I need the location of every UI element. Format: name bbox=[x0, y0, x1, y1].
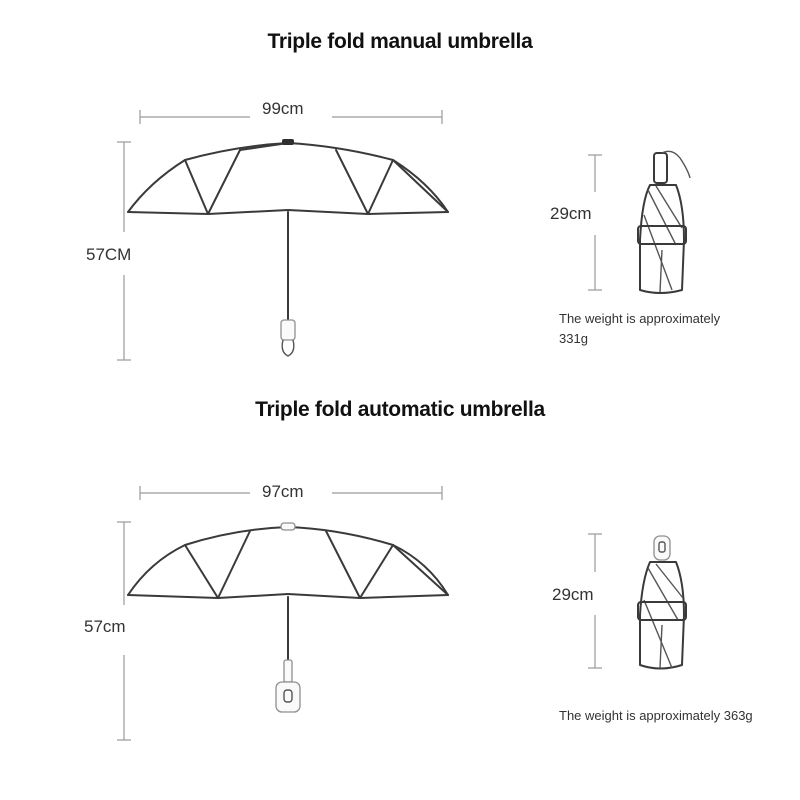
manual-weight-line2: 331g bbox=[559, 331, 588, 346]
manual-weight-line1: The weight is approximately bbox=[559, 311, 721, 326]
automatic-folded-umbrella-drawing bbox=[638, 536, 686, 669]
automatic-umbrella-title: Triple fold automatic umbrella bbox=[255, 398, 545, 421]
manual-height-label: 57CM bbox=[86, 245, 132, 264]
manual-open-umbrella-drawing bbox=[128, 139, 448, 356]
automatic-width-label: 97cm bbox=[262, 482, 304, 501]
automatic-height-label: 57cm bbox=[84, 617, 126, 636]
manual-umbrella-title: Triple fold manual umbrella bbox=[267, 30, 533, 53]
manual-weight-note bbox=[559, 309, 720, 349]
manual-folded-length-label: 29cm bbox=[550, 204, 592, 223]
automatic-open-umbrella-drawing bbox=[128, 523, 448, 712]
automatic-weight-note: The weight is approximately 363g bbox=[559, 708, 753, 723]
manual-folded-umbrella-drawing bbox=[638, 151, 690, 293]
automatic-folded-length-label: 29cm bbox=[552, 585, 594, 604]
manual-width-label: 99cm bbox=[262, 99, 304, 118]
